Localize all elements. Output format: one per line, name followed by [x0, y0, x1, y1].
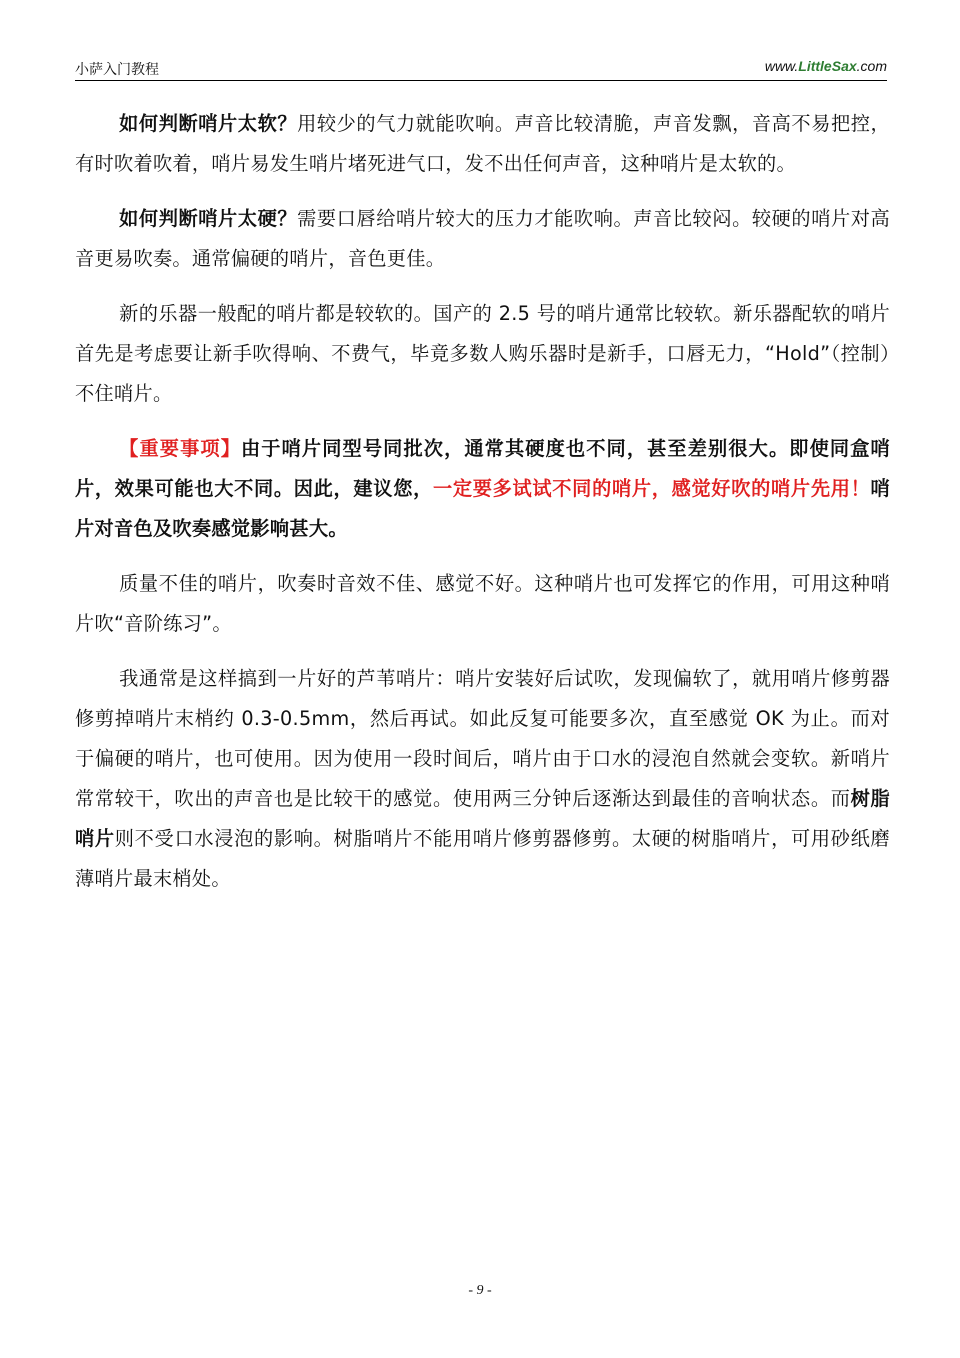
method-text-2: 则不受口水浸泡的影响。树脂哨片不能用哨片修剪器修剪。太硬的树脂哨片，可用砂纸磨薄哨片最末梢处。 [75, 827, 890, 890]
paragraph-too-hard [75, 199, 890, 279]
paragraph-too-soft [75, 104, 890, 184]
site-prefix: www. [764, 58, 799, 74]
important-text-1: 由于哨片同型号同批次，通常其硬度也不同，甚至差别很大。即使同盒哨片，效果可能也大不同。因此，建议您， [75, 437, 890, 500]
site-brand-little: Little [798, 58, 832, 74]
resin-reed-bold: 树脂哨片 [75, 787, 891, 850]
site-brand-sax: Sax [831, 58, 857, 74]
important-label: 【重要事项】 [119, 437, 241, 460]
too-soft-text: 用较少的气力就能吹响。声音比较清脆，声音发飘，音高不易把控，有时吹着吹着，哨片易发生哨片堵死进气口，发不出任何声音，这种哨片是太软的。 [75, 112, 890, 175]
important-text-2: 哨片对音色及吹奏感觉影响甚大。 [75, 477, 890, 540]
page-header [75, 58, 887, 81]
paragraph-new-instrument [75, 294, 890, 414]
important-red-text: 一定要多试试不同的哨片，感觉好吹的哨片先用！ [432, 477, 871, 500]
header-site-link[interactable] [765, 58, 887, 74]
method-text-1: 我通常是这样搞到一片好的芦苇哨片：哨片安装好后试吹，发现偏软了，就用哨片修剪器修剪掉哨片末梢约 0.3-0.5mm，然后再试。如此反复可能要多次，直至感觉 OK 为止。而对于偏硬的哨片，也可使用。因为使用一段时间后，哨片由于口水的浸泡自然就会变软。新哨片常常较干，吹出的声音也是比较干的感觉。使用两三分钟后逐渐达到最佳的音响状态。而 [75, 667, 890, 810]
too-hard-label: 如何判断哨片太硬？ [119, 207, 298, 230]
paragraph-my-method [75, 659, 890, 899]
too-soft-label: 如何判断哨片太软？ [119, 112, 298, 135]
paragraph-poor-quality [75, 564, 890, 644]
page-content [75, 104, 890, 914]
site-suffix: .com [856, 58, 887, 74]
new-instrument-text: 新的乐器一般配的哨片都是较软的。国产的 2.5 号的哨片通常比较软。新乐器配软的哨片首先是考虑要让新手吹得响、不费气，毕竟多数人购乐器时是新手，口唇无力，“Hold”（控制）不住哨片。 [75, 302, 890, 405]
header-title: 小萨入门教程 [75, 62, 159, 78]
page-number: - 9 - [468, 1283, 492, 1298]
poor-quality-text: 质量不佳的哨片，吹奏时音效不佳、感觉不好。这种哨片也可发挥它的作用，可用这种哨片吹“音阶练习”。 [75, 572, 890, 635]
too-hard-text: 需要口唇给哨片较大的压力才能吹响。声音比较闷。较硬的哨片对高音更易吹奏。通常偏硬的哨片，音色更佳。 [75, 207, 890, 270]
paragraph-important [75, 429, 890, 549]
